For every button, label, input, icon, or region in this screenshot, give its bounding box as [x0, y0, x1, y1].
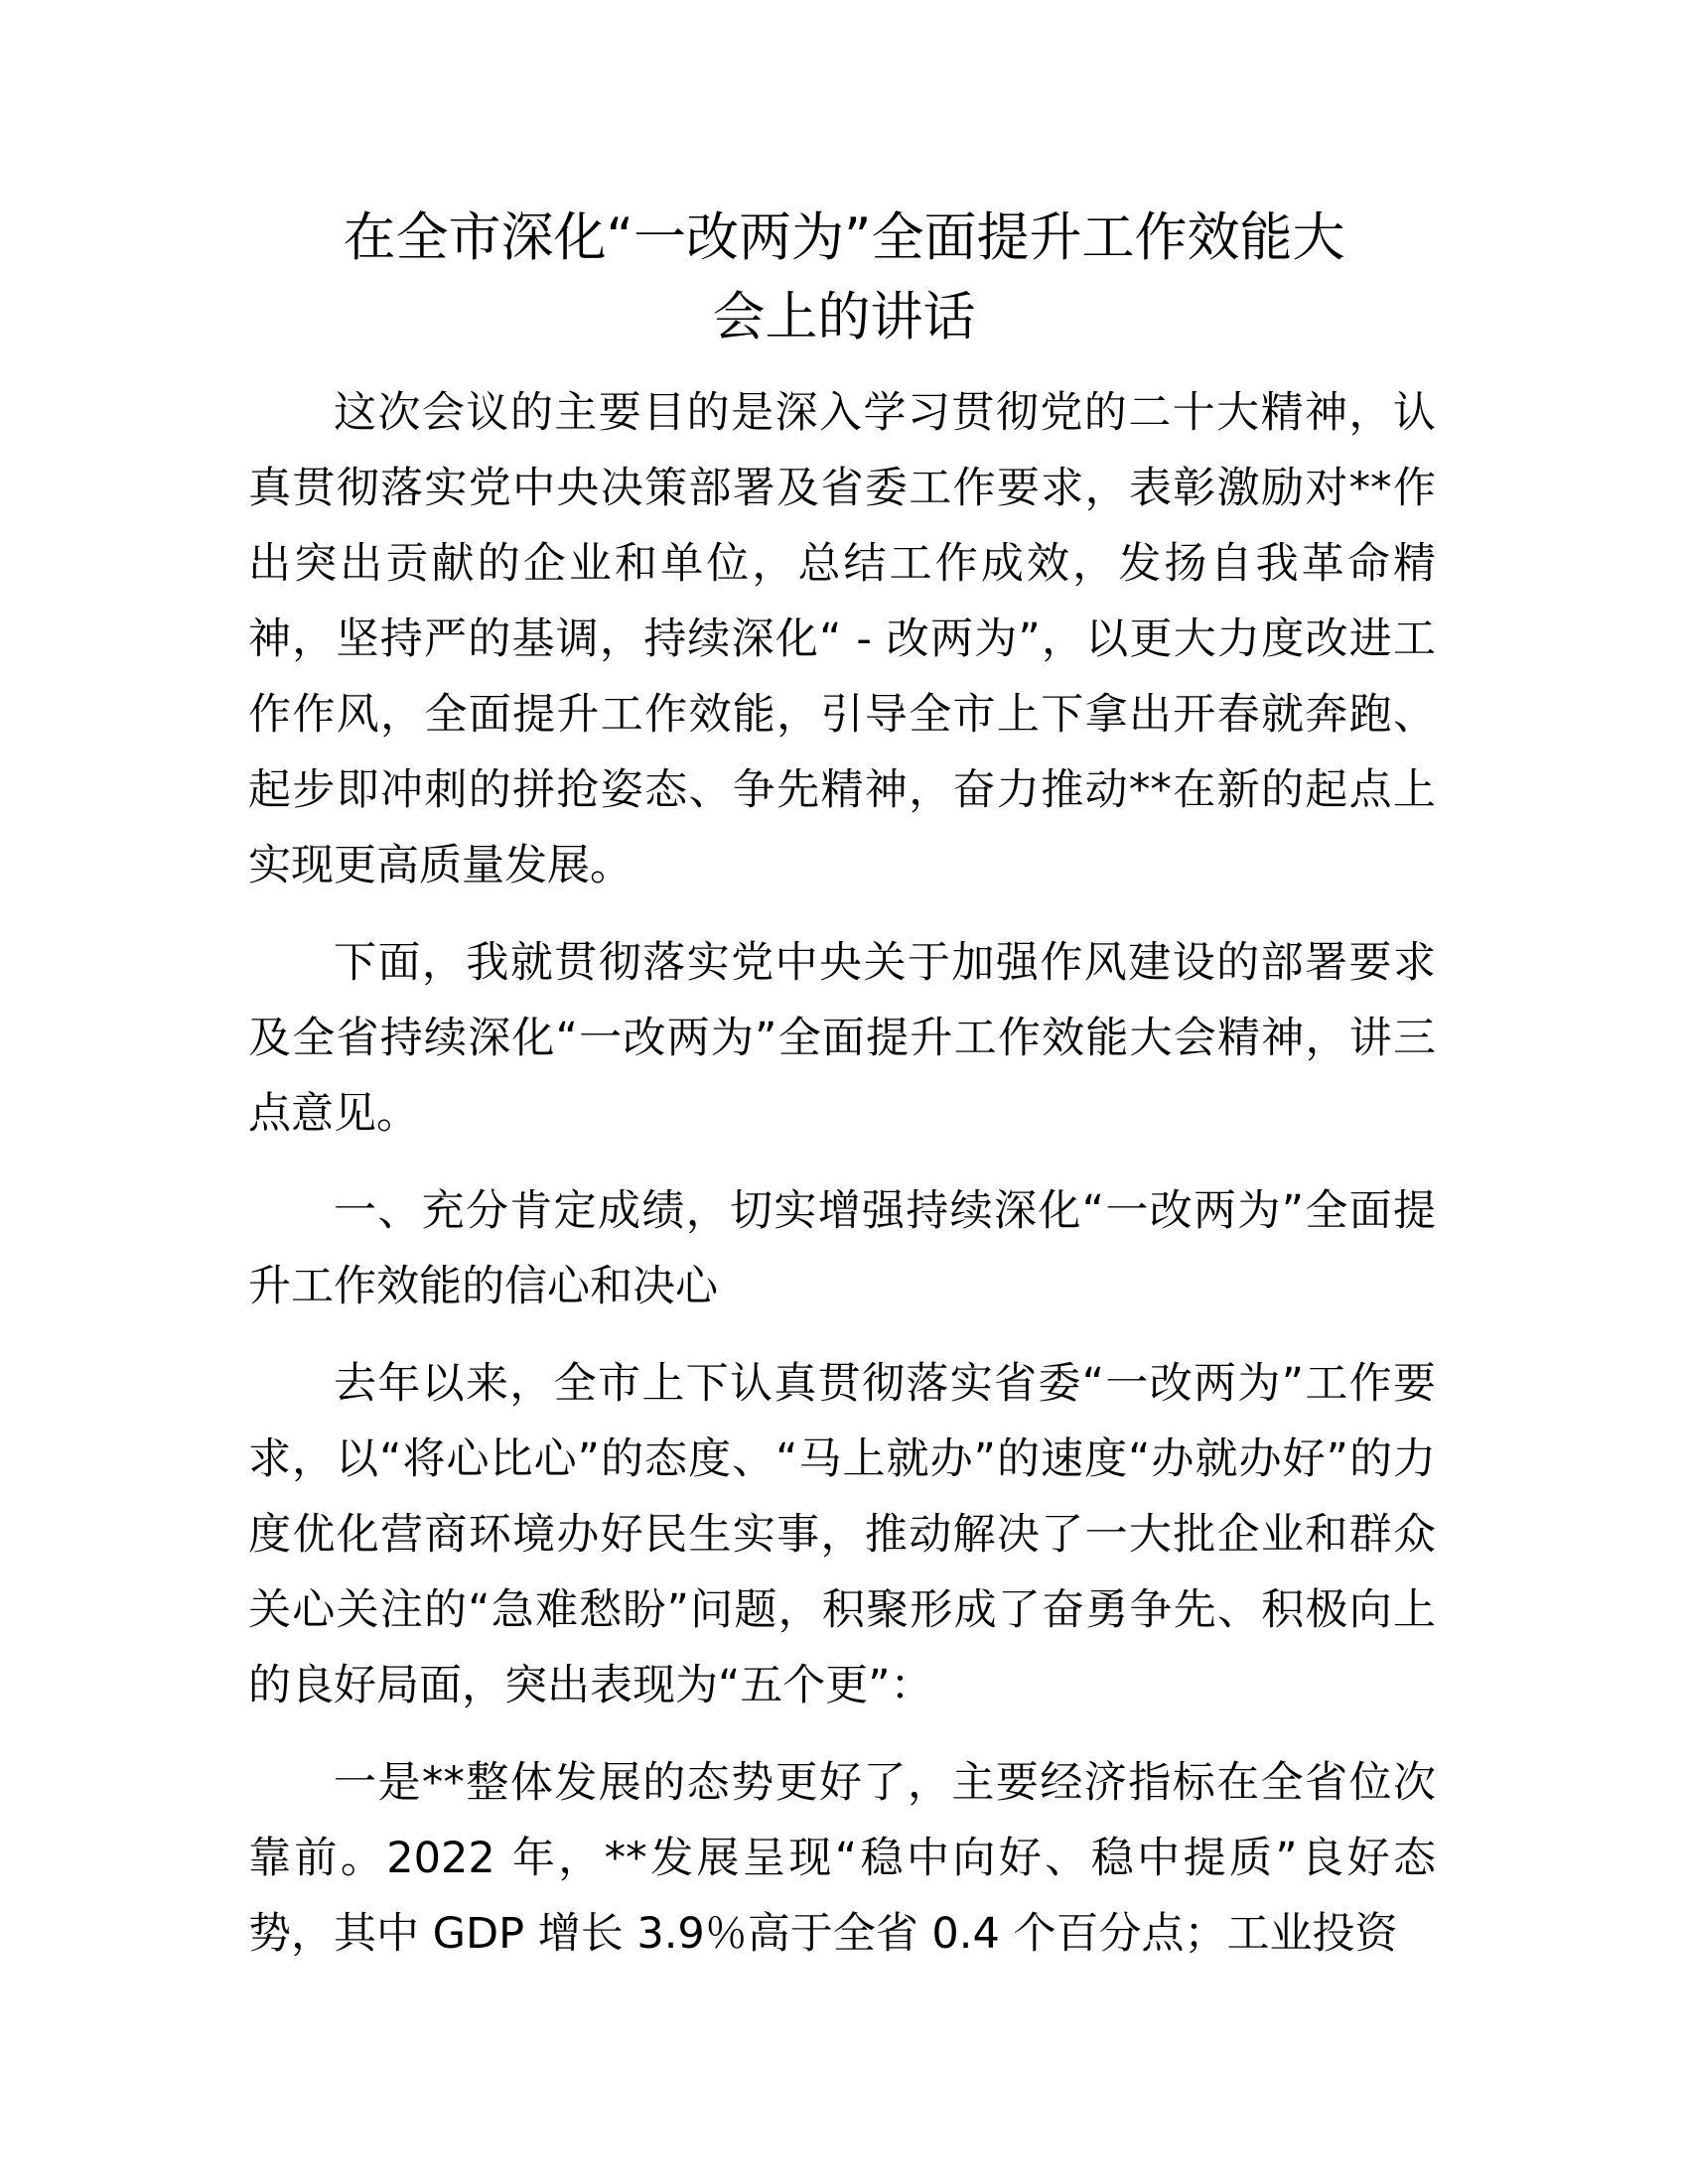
title-line-2: 会上的讲话 [712, 287, 976, 347]
paragraph-point-1: 一是**整体发展的态势更好了，主要经济指标在全省位次靠前。2022 年，**发展呈现“稳中向好、稳中提质”良好态势，其中 GDP 增长 3.9％高于全省 0.4 个百分点；工业投资 [248, 1758, 1436, 1959]
paragraph-intro: 下面，我就贯彻落实党中央关于加强作风建设的部署要求及全省持续深化“一改两为”全面提升工作效能大会精神，讲三点意见。 [248, 938, 1436, 1139]
title-line-1: 在全市深化“一改两为”全面提升工作效能大 [343, 207, 1345, 268]
paragraph-achievements: 去年以来，全市上下认真贯彻落实省委“一改两为”工作要求，以“将心比心”的态度、“马上就办”的速度“办就办好”的力度优化营商环境办好民生实事，推动解决了一大批企业和群众关心关注的“急难愁盼”问题，积聚形成了奋勇争先、积极向上的良好局面，突出表现为“五个更”： [248, 1359, 1436, 1710]
document-body [248, 375, 1436, 1993]
paragraph-opening: 这次会议的主要目的是深入学习贯彻党的二十大精神，认真贯彻落实党中央决策部署及省委工作要求，表彰激励对**作出突出贡献的企业和单位，总结工作成效，发扬自我革命精神，坚持严的基调，持续深化“ - 改两为”，以更大力度改进工作作风，全面提升工作效能，引导全市上下拿出开春就奔跑、起步即冲刺的拼抢姿态、争先精神，奋力推动**在新的起点上实现更高质量发展。 [248, 388, 1436, 890]
section-heading-1: 一、充分肯定成绩，切实增强持续深化“一改两为”全面提升工作效能的信心和决心 [248, 1186, 1436, 1311]
document-title [238, 199, 1450, 357]
